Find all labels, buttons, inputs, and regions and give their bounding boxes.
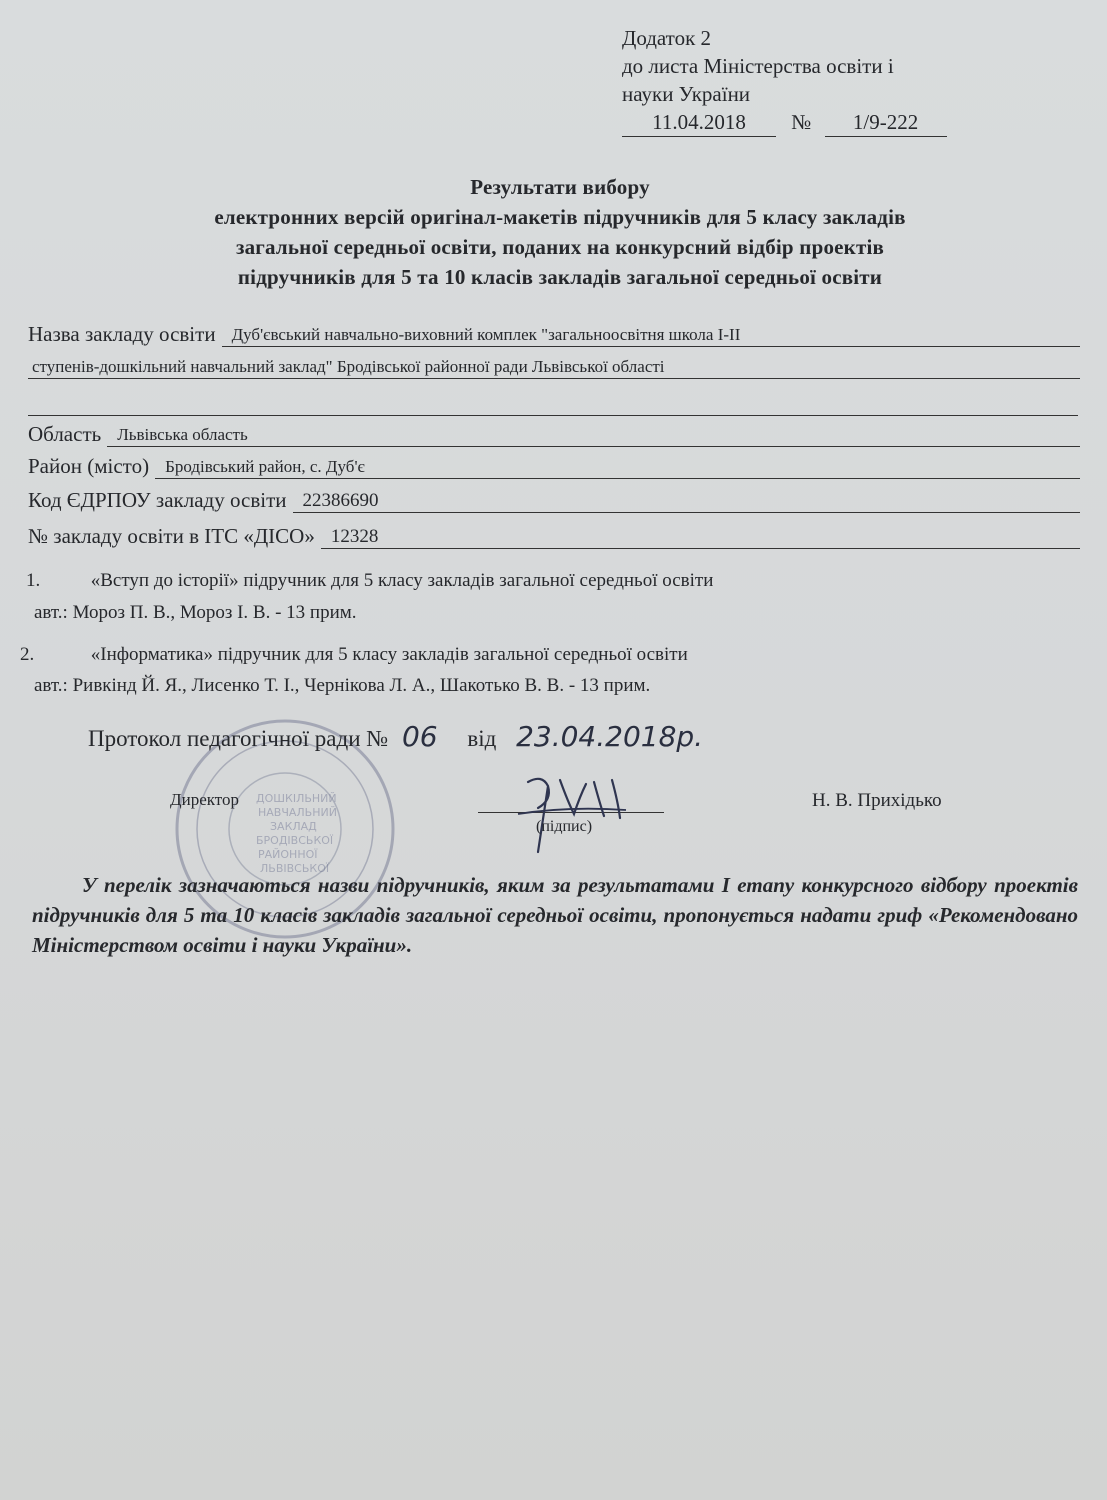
list-item-title: «Інформатика» підручник для 5 класу закладів загальної середньої освіти (90, 644, 688, 665)
district-label: Район (місто) (28, 454, 150, 478)
itc-field (28, 524, 1080, 549)
protocol-number: 06 (401, 720, 438, 753)
protocol-from-label: від (467, 726, 497, 751)
annex-date: 11.04.2018 (622, 108, 776, 137)
annex-block (622, 24, 947, 137)
list-item-authors: авт.: Мороз П. В., Мороз І. В. - 13 прим. (34, 602, 357, 623)
title-line-2: електронних версій оригінал-макетів підручників для 5 класу закладів (214, 205, 906, 229)
region-field (28, 422, 1080, 447)
protocol-line (88, 720, 703, 753)
annex-line-3: науки України (622, 82, 751, 106)
region-value: Львівська область (107, 424, 1080, 447)
protocol-label: Протокол педагогічної ради № (88, 726, 389, 751)
title-line-4: підручників для 5 та 10 класів закладів загальної середньої освіти (237, 265, 883, 289)
signature-caption: (підпис) (536, 818, 593, 835)
list-item-authors: авт.: Ривкінд Й. Я., Лисенко Т. І., Чернікова Л. А., Шакотько В. В. - 13 прим. (34, 675, 651, 696)
school-name-value-line-2: ступенів-дошкільний навчальний заклад" Бродівської районної ради Львівської області (28, 356, 1080, 379)
footnote-paragraph: У перелік зазначаються назви підручників, яким за результатами І етапу конкурсного відбору проектів підручників для 5 та 10 класів закладів загальної середньої освіти, пропонується надати гриф «Рекомендовано Міністерством освіти і науки України». (32, 873, 1078, 957)
list-item-title: «Вступ до історії» підручник для 5 класу закладів загальної середньої освіти (90, 570, 714, 591)
director-role: Директор (170, 790, 239, 809)
list-item (20, 644, 688, 666)
director-name: Н. В. Прихідько (812, 790, 942, 811)
edrpou-value: 22386690 (293, 490, 1081, 513)
school-name-value-line-1: Дуб'євський навчально-виховний комплек "загальноосвітня школа І-ІІ (222, 324, 1080, 347)
protocol-date: 23.04.2018р. (516, 720, 704, 753)
edrpou-field (28, 488, 1080, 513)
blank-line (28, 395, 1078, 416)
annex-line-1: Додаток 2 (622, 26, 712, 50)
school-name-label: Назва закладу освіти (28, 322, 216, 346)
annex-line-2: до листа Міністерства освіти і (622, 54, 894, 78)
title-line-3: загальної середньої освіти, поданих на конкурсний відбір проектів (235, 235, 885, 259)
region-label: Область (28, 422, 102, 446)
svg-text:ЗАКЛАД: ЗАКЛАД (270, 820, 317, 833)
itc-label: № закладу освіти в ІТС «ДІСО» (28, 524, 315, 548)
district-field (28, 454, 1080, 479)
svg-text:БРОДІВСЬКОЇ: БРОДІВСЬКОЇ (256, 834, 334, 847)
svg-text:ДОШКІЛЬНИЙ: ДОШКІЛЬНИЙ (256, 792, 337, 805)
document-title (60, 172, 1060, 292)
director-signature (508, 762, 638, 872)
edrpou-label: Код ЄДРПОУ закладу освіти (28, 488, 287, 512)
list-item (26, 570, 713, 592)
itc-value: 12328 (321, 526, 1080, 549)
annex-number: 1/9-222 (825, 108, 947, 137)
district-value: Бродівський район, с. Дуб'є (155, 456, 1080, 479)
school-name-field (28, 322, 1080, 347)
school-name-field-continued (28, 356, 1080, 379)
annex-date-number (622, 108, 947, 137)
svg-text:РАЙОННОЇ: РАЙОННОЇ (258, 848, 318, 861)
annex-number-sign: № (791, 110, 812, 134)
list-item-number: 2. (20, 644, 35, 665)
list-item-number: 1. (26, 570, 41, 591)
title-line-1: Результати вибору (470, 175, 650, 199)
svg-text:НАВЧАЛЬНИЙ: НАВЧАЛЬНИЙ (258, 806, 337, 819)
svg-text:ЛЬВІВСЬКОЇ: ЛЬВІВСЬКОЇ (260, 862, 330, 875)
